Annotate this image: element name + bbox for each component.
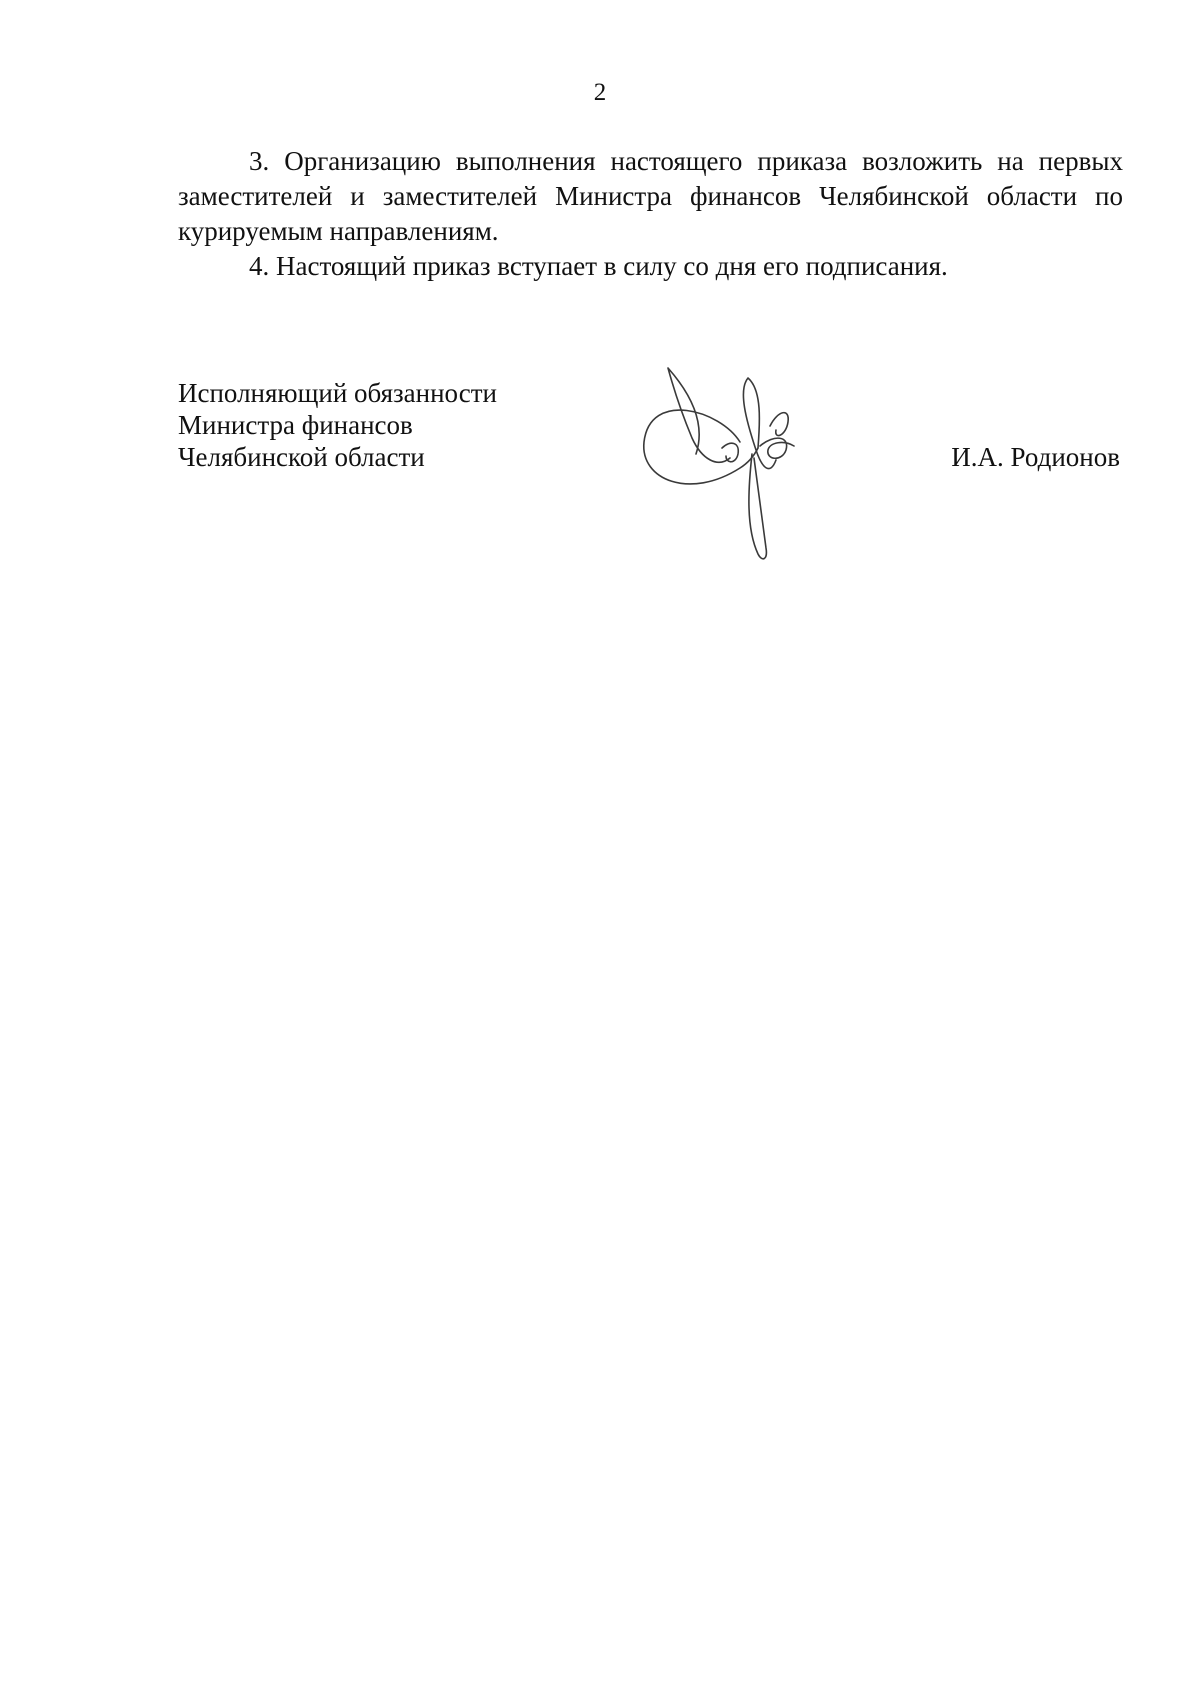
position-line-2: Министра финансов	[178, 410, 413, 440]
paragraph-4: 4. Настоящий приказ вступает в силу со дня его подписания.	[249, 251, 948, 281]
page-number: 2	[593, 79, 607, 106]
paragraph-3: 3. Организацию выполнения настоящего приказа возложить на первых заместителей и заместителей Министра финансов Челябинской области по курируемым направлениям.	[178, 146, 1123, 246]
signer-name: И.А. Родионов	[951, 442, 1120, 472]
position-line-1: Исполняющий обязанности	[178, 378, 497, 408]
signatory-position	[178, 377, 497, 473]
position-line-3: Челябинской области	[178, 442, 425, 472]
document-body	[178, 144, 1123, 284]
handwritten-signature	[630, 350, 850, 570]
